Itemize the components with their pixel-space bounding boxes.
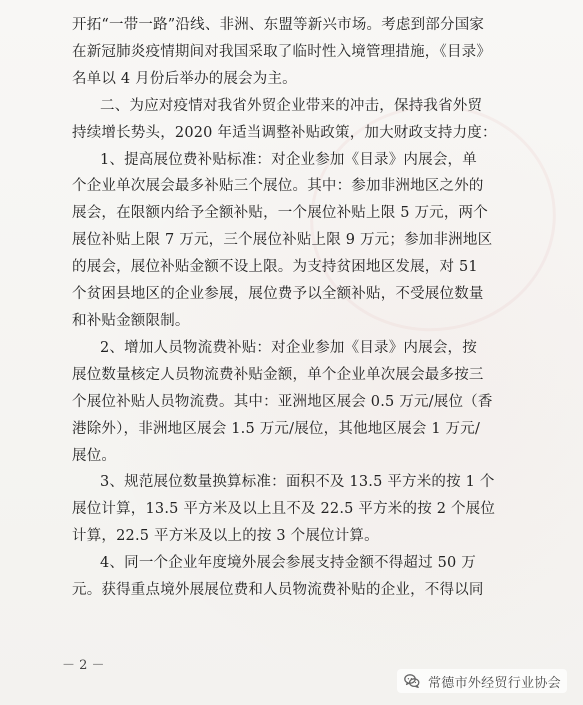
- paragraph-line: 的展会，展位补贴金额不设上限。为支持贫困地区发展，对 51: [72, 259, 478, 276]
- paragraph-line: 持续增长势头，2020 年适当调整补贴政策，加大财政支持力度：: [72, 124, 497, 141]
- wechat-icon: [403, 672, 421, 690]
- paragraph-line: 展位计算，13.5 平方米及以上且不及 22.5 平方米的按 2 个展位: [72, 501, 496, 518]
- paragraph-line: 展位补贴上限 7 万元，三个展位补贴上限 9 万元；参加非洲地区: [72, 232, 493, 249]
- policy-item-2-line: 2、增加人员物流费补贴：对企业参加《目录》内展会，按: [100, 339, 477, 356]
- paragraph-line: 元。获得重点境外展展位费和人员物流费补贴的企业，不得以同: [72, 582, 484, 599]
- paragraph-line: 开拓“一带一路”沿线、非洲、东盟等新兴市场。考虑到部分国家: [72, 17, 485, 33]
- wechat-watermark: [397, 669, 567, 693]
- paragraph-line: 名单以 4 月份后举办的展会为主。: [72, 70, 297, 87]
- paragraph-line: 和补贴金额限制。: [72, 312, 190, 329]
- policy-item-4-line: 4、同一个企业年度境外展会参展支持金额不得超过 50 万: [100, 555, 476, 572]
- section-heading-line: 二、为应对疫情对我省外贸企业带来的冲击，保持我省外贸: [100, 97, 483, 114]
- policy-item-3-line: 3、规范展位数量换算标准：面积不及 13.5 平方米的按 1 个: [100, 474, 495, 491]
- paragraph-line: 计算，22.5 平方米及以上的按 3 个展位计算。: [72, 528, 379, 545]
- paragraph-line: 展会，在限额内给予全额补贴，一个展位补贴上限 5 万元，两个: [72, 205, 488, 222]
- paragraph-line: 在新冠肺炎疫情期间对我国采取了临时性入境管理措施，《目录》: [72, 43, 492, 60]
- policy-item-1-line: 1、提高展位费补贴标准：对企业参加《目录》内展会，单: [100, 151, 477, 168]
- wechat-account-name: 常德市外经贸行业协会: [427, 675, 561, 691]
- document-body: [72, 12, 522, 604]
- paragraph-line: 个贫困县地区的企业参展，展位费予以全额补贴，不受展位数量: [72, 286, 484, 303]
- paragraph-line: 个企业单次展会最多补贴三个展位。其中：参加非洲地区之外的: [72, 178, 484, 195]
- paragraph-line: 港除外），非洲地区展会 1.5 万元/展位，其他地区展会 1 万元/: [72, 420, 481, 437]
- paragraph-line: 展位。: [72, 447, 117, 464]
- paragraph-line: 展位数量核定人员物流费补贴金额，单个企业单次展会最多按三: [72, 366, 484, 383]
- paragraph-line: 个展位补贴人员物流费。其中：亚洲地区展会 0.5 万元/展位（香: [72, 393, 493, 410]
- page-number: － 2 －: [62, 658, 105, 673]
